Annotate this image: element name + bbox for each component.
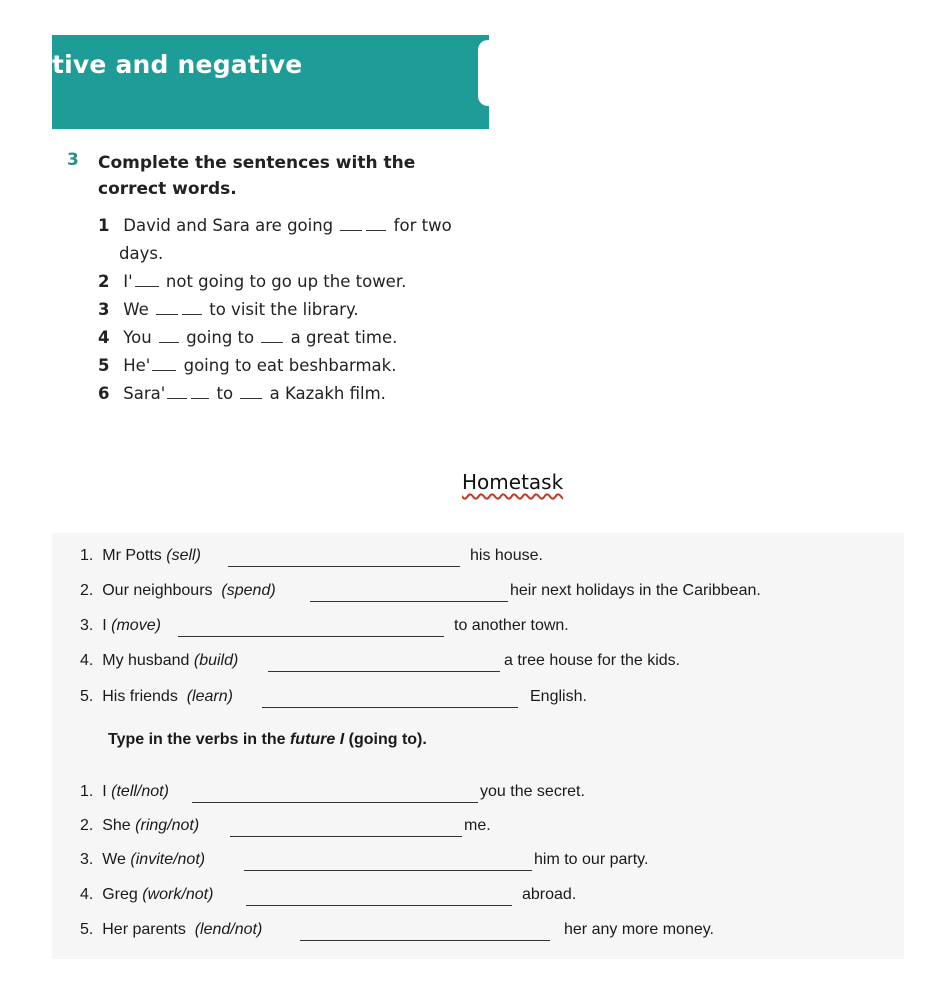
part2-instruction: [108, 731, 427, 749]
item-verb: (work/not): [142, 886, 214, 903]
sentence-text: to: [216, 384, 234, 403]
sentence-number: 5: [98, 356, 110, 375]
answer-line: [262, 707, 518, 708]
sentence-text: You: [123, 328, 152, 347]
task-2-4: [80, 886, 213, 904]
item-verb: (tell/not): [111, 783, 169, 800]
blank: [191, 384, 209, 399]
item-verb: (learn): [186, 688, 233, 705]
answer-line: [228, 566, 460, 567]
sentence-text: a Kazakh film.: [269, 384, 386, 403]
answer-line: [300, 940, 550, 941]
sentence-5: [98, 356, 396, 375]
task-2-3: [80, 851, 205, 869]
item-number: 1.: [80, 547, 94, 564]
sentence-text: David and Sara are going: [123, 216, 334, 235]
blank: [340, 216, 362, 231]
item-subject: I: [102, 617, 107, 634]
item-verb: (sell): [166, 547, 201, 564]
item-subject: Greg: [102, 886, 138, 903]
blank: [261, 328, 283, 343]
item-rest: you the secret.: [480, 783, 585, 800]
blank: [182, 300, 202, 315]
item-number: 4.: [80, 652, 94, 669]
item-rest: me.: [464, 817, 491, 834]
item-rest: his house.: [470, 547, 543, 564]
item-rest: him to our party.: [534, 851, 649, 868]
item-subject: Our neighbours: [102, 582, 213, 599]
answer-line: [192, 802, 478, 803]
sentence-6: [98, 384, 386, 403]
blank: [366, 216, 386, 231]
task-1-4: [80, 652, 238, 670]
sentence-text: going to: [186, 328, 255, 347]
blank: [135, 272, 159, 287]
blank: [240, 384, 262, 399]
item-verb: (build): [193, 652, 239, 669]
answer-line: [246, 905, 512, 906]
answer-line: [178, 636, 444, 637]
item-rest: to another town.: [454, 617, 569, 634]
task-1-3: [80, 617, 161, 635]
instruction-emphasis: future I: [289, 731, 345, 748]
blank: [167, 384, 187, 399]
item-subject: I: [102, 783, 107, 800]
task-2-5: [80, 921, 262, 939]
sentence-text: We: [123, 300, 149, 319]
item-rest: heir next holidays in the Caribbean.: [510, 582, 761, 599]
blank: [159, 328, 179, 343]
item-rest: her any more money.: [564, 921, 714, 938]
item-verb: (lend/not): [194, 921, 263, 938]
blank: [152, 356, 176, 371]
answer-line: [244, 870, 532, 871]
sentence-text: for two: [393, 216, 452, 235]
item-verb: (ring/not): [135, 817, 200, 834]
item-subject: My husband: [102, 652, 190, 669]
item-subject: She: [102, 817, 131, 834]
item-number: 5.: [80, 688, 94, 705]
task-1-5: [80, 688, 233, 706]
item-number: 3.: [80, 851, 94, 868]
item-verb: (invite/not): [130, 851, 206, 868]
item-verb: (spend): [221, 582, 276, 599]
item-subject: Her parents: [102, 921, 186, 938]
banner-title: tive and negative: [52, 50, 303, 79]
answer-line: [268, 671, 500, 672]
item-rest: abroad.: [522, 886, 577, 903]
instruction-text: (going to).: [348, 731, 427, 748]
item-number: 2.: [80, 817, 94, 834]
item-number: 2.: [80, 582, 94, 599]
task-1-1: [80, 547, 201, 565]
item-verb: (move): [111, 617, 161, 634]
task-2-2: [80, 817, 199, 835]
sentence-number: 3: [98, 300, 110, 319]
task-2-1: [80, 783, 169, 801]
sentence-text: not going to go up the tower.: [165, 272, 407, 291]
instruction-text: Type in the verbs in the: [108, 731, 286, 748]
sentence-1-continued: [119, 244, 163, 263]
sentence-2: [98, 272, 406, 291]
blank: [156, 300, 178, 315]
exercise-instruction: Complete the sentences with the correct words.: [98, 153, 416, 199]
item-rest: English.: [530, 688, 587, 705]
item-rest: a tree house for the kids.: [504, 652, 681, 669]
sentence-text: He': [123, 356, 151, 375]
sentence-text: Sara': [123, 384, 166, 403]
sentence-text: to visit the library.: [209, 300, 359, 319]
sentence-number: 4: [98, 328, 110, 347]
sentence-text: going to eat beshbarmak.: [183, 356, 397, 375]
sentence-text: a great time.: [290, 328, 398, 347]
sentence-number: 6: [98, 384, 110, 403]
banner-tab: [478, 40, 492, 106]
sentence-number: 2: [98, 272, 110, 291]
item-subject: We: [102, 851, 126, 868]
answer-line: [310, 601, 508, 602]
item-number: 3.: [80, 617, 94, 634]
sentence-text: I': [123, 272, 133, 291]
task-1-2: [80, 582, 276, 600]
exercise-number: 3: [67, 150, 79, 170]
sentence-3: [98, 300, 359, 319]
sentence-number: 1: [98, 216, 110, 235]
item-number: 4.: [80, 886, 94, 903]
answer-line: [230, 836, 462, 837]
sentence-4: [98, 328, 397, 347]
item-subject: His friends: [102, 688, 178, 705]
hometask-heading: Hometask: [462, 470, 564, 494]
item-number: 5.: [80, 921, 94, 938]
item-number: 1.: [80, 783, 94, 800]
sentence-1: [98, 216, 452, 235]
item-subject: Mr Potts: [102, 547, 162, 564]
sentence-text: days.: [119, 244, 164, 263]
